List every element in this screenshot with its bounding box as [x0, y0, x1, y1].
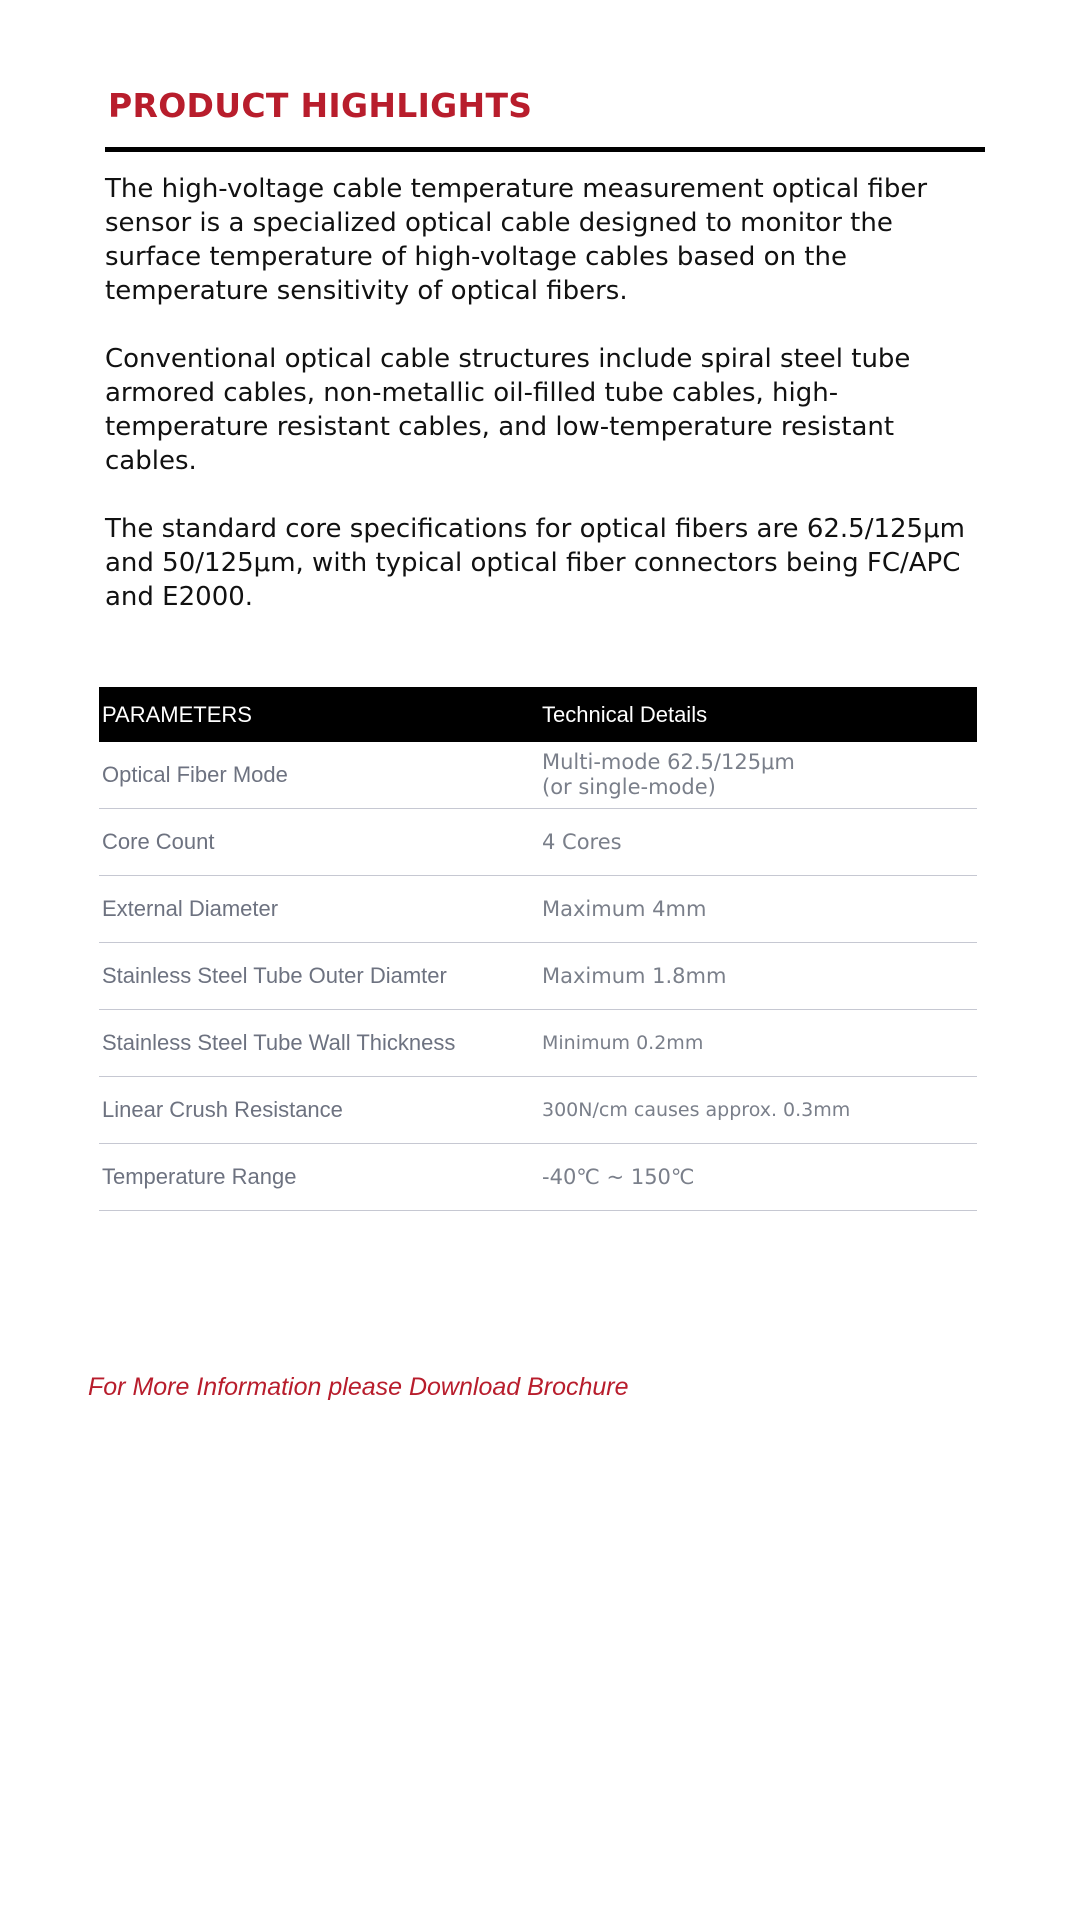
spec-table-header	[99, 687, 977, 742]
param-name: Stainless Steel Tube Outer Diamter	[99, 943, 538, 1010]
param-name: Core Count	[99, 809, 538, 876]
highlight-paragraph: The standard core specifications for optical fibers are 62.5/125μm and 50/125μm, with typical optical fiber connectors being FC/APC and E2000.	[105, 514, 965, 612]
param-value: Minimum 0.2mm	[538, 1010, 977, 1077]
spec-table-body	[99, 742, 977, 1211]
param-name: Stainless Steel Tube Wall Thickness	[99, 1010, 538, 1077]
param-value	[538, 742, 977, 809]
param-value: Maximum 1.8mm	[538, 943, 977, 1010]
spec-table	[99, 687, 977, 1211]
highlight-paragraph: The high-voltage cable temperature measurement optical fiber sensor is a specialized optical cable designed to monitor the surface temperature of high-voltage cables based on the temperature sensitivity of optical fibers.	[105, 174, 928, 306]
highlight-paragraph: Conventional optical cable structures include spiral steel tube armored cables, non-metallic oil-filled tube cables, high-temperature resistant cables, and low-temperature resistant cables.	[105, 344, 911, 476]
param-value-line: Multi-mode 62.5/125μm	[542, 750, 795, 774]
section-title: PRODUCT HIGHLIGHTS	[108, 86, 533, 125]
param-value: -40℃ ~ 150℃	[538, 1144, 977, 1211]
table-row	[99, 1077, 977, 1144]
header-row	[99, 687, 977, 742]
table-row	[99, 943, 977, 1010]
title-divider	[105, 147, 985, 152]
param-value: 300N/cm causes approx. 0.3mm	[538, 1077, 977, 1144]
download-brochure-link[interactable]: For More Information please Download Brochure	[88, 1373, 629, 1401]
param-value: 4 Cores	[538, 809, 977, 876]
param-name: Optical Fiber Mode	[99, 742, 538, 809]
param-name: External Diameter	[99, 876, 538, 943]
header-technical-details: Technical Details	[538, 687, 977, 742]
highlights-body	[105, 172, 985, 648]
header-parameters: PARAMETERS	[99, 687, 538, 742]
param-value-line: (or single-mode)	[542, 775, 716, 799]
table-row	[99, 742, 977, 809]
table-row	[99, 809, 977, 876]
table-row	[99, 1010, 977, 1077]
table-row	[99, 876, 977, 943]
param-name: Temperature Range	[99, 1144, 538, 1211]
param-name: Linear Crush Resistance	[99, 1077, 538, 1144]
param-value: Maximum 4mm	[538, 876, 977, 943]
table-row	[99, 1144, 977, 1211]
